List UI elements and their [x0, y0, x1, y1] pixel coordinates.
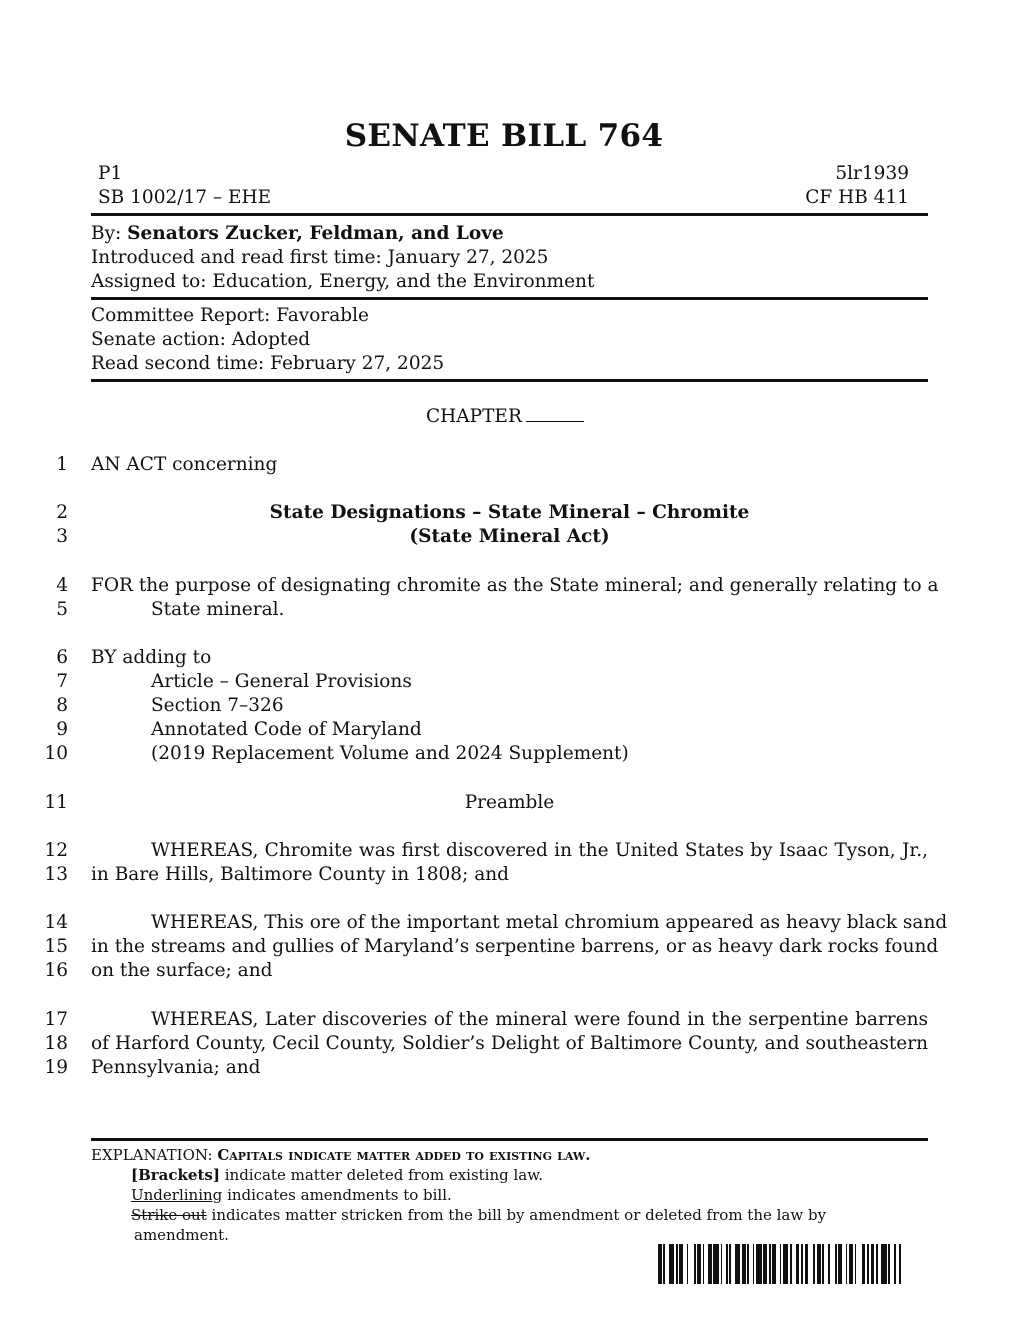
- code-ref: Annotated Code of Maryland: [151, 719, 422, 740]
- line-number: 2: [56, 502, 68, 523]
- line-number: 12: [44, 840, 68, 861]
- second-reading: Read second time: February 27, 2025: [91, 353, 445, 374]
- sponsor-rule: [91, 297, 928, 300]
- by-adding-label: BY adding to: [91, 647, 212, 668]
- line-number: 17: [44, 1009, 68, 1030]
- header-rule: [91, 213, 928, 216]
- sponsor-line: [91, 223, 504, 244]
- brackets-text: indicate matter deleted from existing law.: [224, 1166, 544, 1184]
- introduced-line: Introduced and read first time: January 27, 2025: [91, 247, 549, 268]
- line-number: 16: [44, 960, 68, 981]
- cross-file-ref: CF HB 411: [805, 187, 909, 208]
- strike-note: [131, 1206, 826, 1224]
- whereas-3-line-1: WHEREAS, Later discoveries of the mineral were found in the serpentine barrens: [151, 1009, 928, 1030]
- chapter-line: [426, 405, 584, 427]
- line-number: 11: [44, 792, 68, 813]
- lr-number: 5lr1939: [835, 163, 909, 184]
- brackets-note: [131, 1166, 543, 1184]
- explanation-line: [91, 1146, 590, 1164]
- line-number: 4: [56, 575, 68, 596]
- whereas-2-line-1: WHEREAS, This ore of the important metal chromium appeared as heavy black sand: [151, 912, 948, 933]
- line-number: 8: [56, 695, 68, 716]
- line-number: 18: [44, 1033, 68, 1054]
- chapter-blank: [526, 405, 584, 422]
- file-code: P1: [98, 163, 123, 184]
- whereas-2-line-2: in the streams and gullies of Maryland’s serpentine barrens, or as heavy dark rocks found: [91, 936, 939, 957]
- article-ref: Article – General Provisions: [151, 671, 412, 692]
- chapter-label: CHAPTER: [426, 406, 522, 427]
- whereas-3-line-3: Pennsylvania; and: [91, 1057, 261, 1078]
- purpose-line-2: State mineral.: [151, 599, 285, 620]
- committee-rule: [91, 379, 928, 382]
- barcode: [658, 1244, 904, 1284]
- whereas-1-line-1: WHEREAS, Chromite was first discovered in the United States by Isaac Tyson, Jr.,: [151, 840, 928, 861]
- line-number: 9: [56, 719, 68, 740]
- strike-text: indicates matter stricken from the bill by amendment or deleted from the law by: [211, 1206, 827, 1224]
- explanation-rule: [91, 1138, 928, 1141]
- line-number: 14: [44, 912, 68, 933]
- underlining-text: indicates amendments to bill.: [227, 1186, 452, 1204]
- line-number: 19: [44, 1057, 68, 1078]
- whereas-1-line-2: in Bare Hills, Baltimore County in 1808; and: [91, 864, 509, 885]
- brackets-word: [Brackets]: [131, 1166, 220, 1184]
- line-number: 15: [44, 936, 68, 957]
- prior-bill-ref: SB 1002/17 – EHE: [98, 187, 272, 208]
- volume-ref: (2019 Replacement Volume and 2024 Supplement): [151, 743, 629, 764]
- whereas-2-line-3: on the surface; and: [91, 960, 273, 981]
- strike-note-cont: amendment.: [134, 1226, 229, 1244]
- line-number: 13: [44, 864, 68, 885]
- by-label: By:: [91, 223, 122, 244]
- senate-action: Senate action: Adopted: [91, 329, 311, 350]
- act-heading: State Designations – State Mineral – Chromite: [269, 502, 750, 523]
- barcode-gap: [901, 1244, 903, 1284]
- underlining-note: [131, 1186, 452, 1204]
- line-number: 3: [56, 526, 68, 547]
- line-number: 5: [56, 599, 68, 620]
- line-number: 10: [44, 743, 68, 764]
- sponsor-names: Senators Zucker, Feldman, and Love: [127, 223, 504, 244]
- line-number: 6: [56, 647, 68, 668]
- purpose-line-1: FOR the purpose of designating chromite as the State mineral; and generally relating to a: [91, 575, 939, 596]
- act-intro: AN ACT concerning: [91, 454, 278, 475]
- section-ref: Section 7–326: [151, 695, 284, 716]
- committee-report: Committee Report: Favorable: [91, 305, 369, 326]
- line-number: 7: [56, 671, 68, 692]
- whereas-3-line-2: of Harford County, Cecil County, Soldier’s Delight of Baltimore County, and southeastern: [91, 1033, 928, 1054]
- strike-word: Strike out: [131, 1206, 207, 1224]
- underlining-word: Underlining: [131, 1186, 223, 1204]
- line-number: 1: [56, 454, 68, 475]
- explanation-label: EXPLANATION:: [91, 1146, 213, 1164]
- act-short-title: (State Mineral Act): [409, 526, 610, 547]
- bill-title: SENATE BILL 764: [344, 118, 664, 154]
- preamble-title: Preamble: [464, 792, 555, 813]
- assigned-line: Assigned to: Education, Energy, and the Environment: [91, 271, 595, 292]
- capitals-note: Capitals indicate matter added to existing law.: [217, 1146, 591, 1164]
